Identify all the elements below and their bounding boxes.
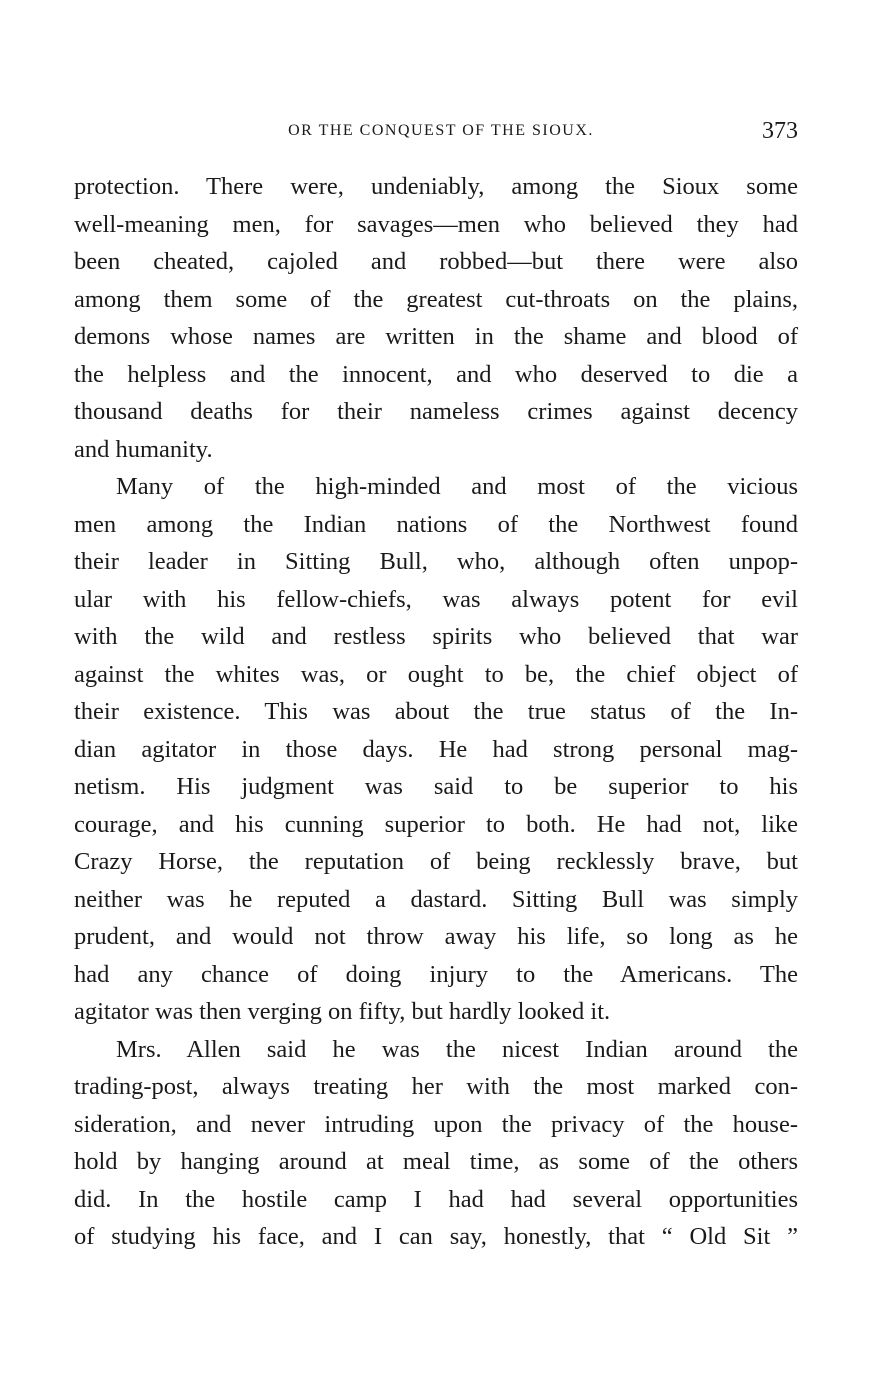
text-line: ular with his fellow-chiefs, was always potent for evil bbox=[74, 585, 798, 613]
text-line: thousand deaths for their nameless crimes against decency bbox=[74, 398, 798, 425]
text-line: of studying his face, and I can say, honestly, that “ Old Sit ” bbox=[74, 1223, 798, 1250]
text-line: and humanity. bbox=[74, 435, 213, 463]
text-line: did. In the hostile camp I had had several opportunities bbox=[74, 1185, 798, 1213]
text-line: neither was he reputed a dastard. Sitting Bull was simply bbox=[74, 885, 798, 913]
text-line: agitator was then verging on fifty, but hardly looked it. bbox=[74, 998, 611, 1025]
text-line: netism. His judgment was said to be superior to his bbox=[74, 773, 798, 800]
page-number: 373 bbox=[762, 118, 798, 144]
text-line: Crazy Horse, the reputation of being recklessly brave, but bbox=[74, 848, 798, 875]
text-line: Many of the high-minded and most of the vicious bbox=[116, 473, 798, 500]
running-head bbox=[74, 118, 798, 150]
text-line: men among the Indian nations of the Northwest found bbox=[74, 510, 798, 538]
text-line: among them some of the greatest cut-throats on the plains, bbox=[74, 285, 798, 313]
text-line: with the wild and restless spirits who believed that war bbox=[74, 623, 798, 650]
text-line: demons whose names are written in the shame and blood of bbox=[74, 323, 798, 350]
running-title: OR THE CONQUEST OF THE SIOUX. bbox=[288, 122, 594, 139]
paragraph-3 bbox=[74, 1031, 798, 1256]
text-line: hold by hanging around at meal time, as some of the others bbox=[74, 1148, 798, 1175]
text-line: courage, and his cunning superior to both. He had not, like bbox=[74, 810, 798, 838]
text-line: their existence. This was about the true status of the In- bbox=[74, 698, 798, 725]
paragraph-1 bbox=[74, 168, 798, 468]
text-line: had any chance of doing injury to the Americans. The bbox=[74, 960, 798, 988]
text-line: dian agitator in those days. He had strong personal mag- bbox=[74, 735, 798, 763]
body-text bbox=[74, 168, 798, 1256]
paragraph-2 bbox=[74, 468, 798, 1031]
text-line: been cheated, cajoled and robbed—but there were also bbox=[74, 248, 798, 275]
text-line: against the whites was, or ought to be, the chief object of bbox=[74, 660, 798, 688]
text-line: trading-post, always treating her with the most marked con- bbox=[74, 1073, 798, 1100]
text-line: the helpless and the innocent, and who deserved to die a bbox=[74, 360, 798, 388]
text-line: well-meaning men, for savages—men who believed they had bbox=[74, 210, 798, 238]
text-line: prudent, and would not throw away his life, so long as he bbox=[74, 923, 798, 950]
text-line: their leader in Sitting Bull, who, although often unpop- bbox=[74, 548, 798, 575]
text-line: sideration, and never intruding upon the privacy of the house- bbox=[74, 1110, 798, 1138]
text-line: protection. There were, undeniably, among the Sioux some bbox=[74, 173, 798, 200]
text-line: Mrs. Allen said he was the nicest Indian around the bbox=[116, 1035, 798, 1063]
